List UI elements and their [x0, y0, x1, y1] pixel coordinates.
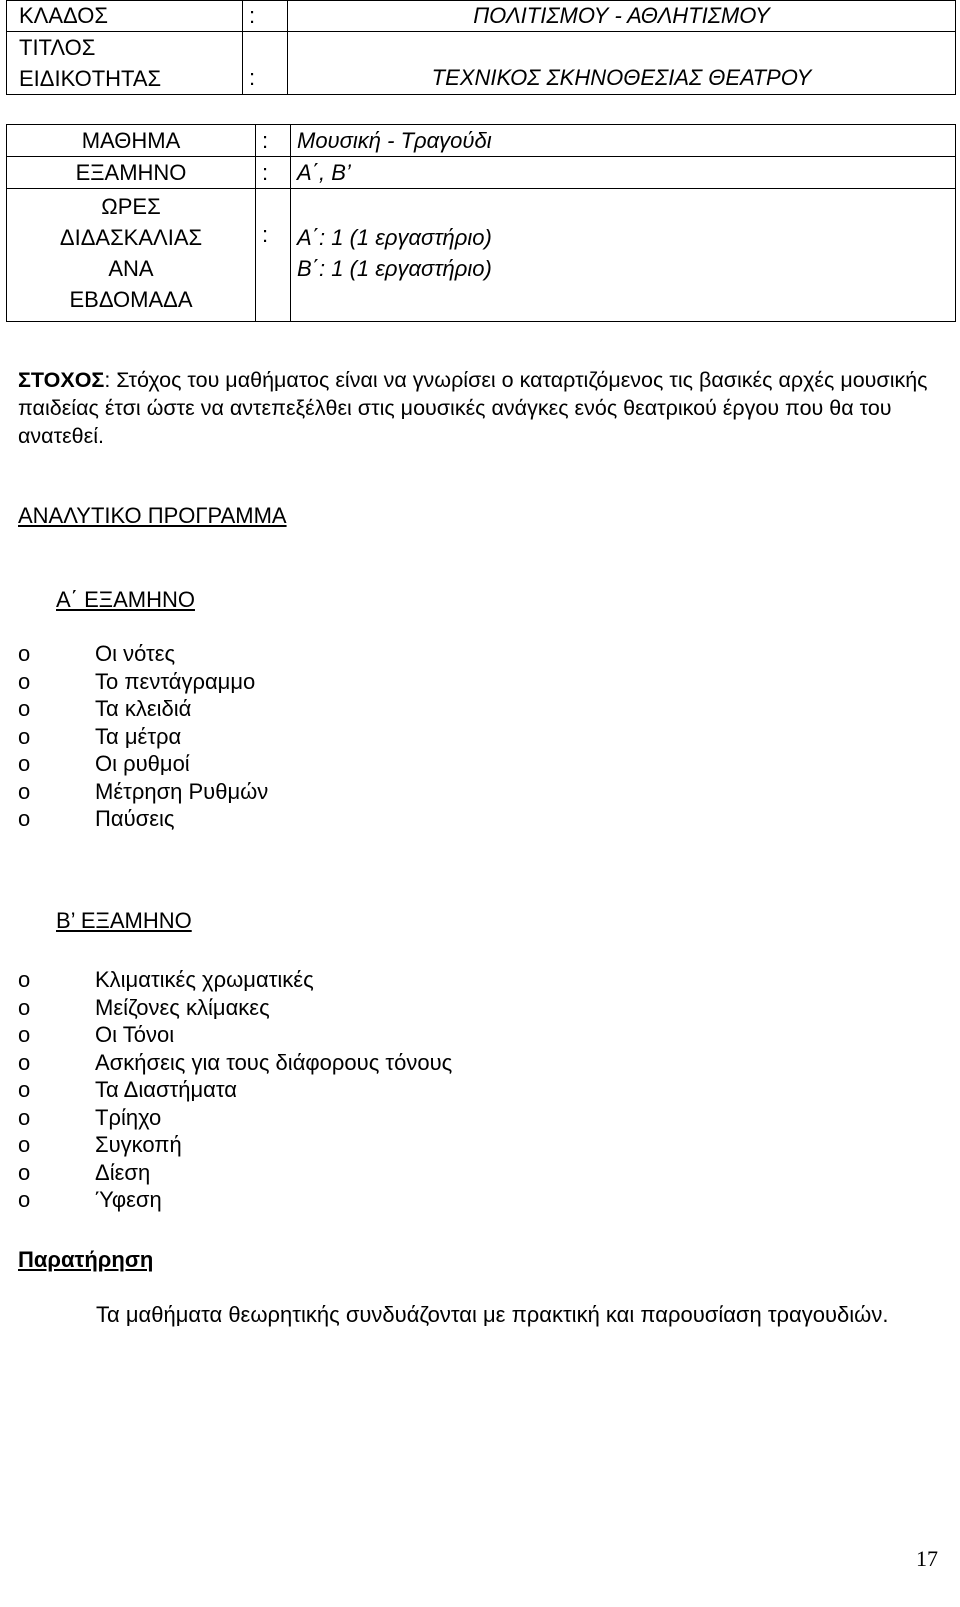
- page-number: 17: [916, 1546, 938, 1571]
- list-item-text: Συγκοπή: [95, 1132, 182, 1157]
- semester-row: [7, 157, 956, 189]
- list-item-text: Ύφεση: [95, 1187, 162, 1212]
- list-item-text: Ασκήσεις για τους διάφορους τόνους: [95, 1049, 453, 1075]
- bullet: o: [18, 1104, 31, 1130]
- list-item-text: Τα Διαστήματα: [95, 1077, 237, 1102]
- list-item: [18, 1104, 452, 1132]
- list-item: [18, 1049, 452, 1077]
- colon: :: [256, 157, 291, 189]
- hours-row: [7, 189, 956, 322]
- bullet: o: [18, 723, 31, 749]
- list-item: [18, 1186, 452, 1214]
- list-item-text: Δίεση: [95, 1159, 151, 1185]
- list-item: [18, 1021, 452, 1049]
- hours-value-line: Β΄: 1 (1 εργαστήριο): [297, 256, 492, 281]
- specialty-label-line2: ΕΙΔΙΚΟΤΗΤΑΣ: [19, 66, 162, 91]
- bullet: o: [18, 1132, 31, 1157]
- list-item: [18, 966, 452, 994]
- semester-b-title: Β’ ΕΞΑΜΗΝΟ: [56, 908, 192, 933]
- list-item-text: Οι ρυθμοί: [95, 751, 190, 776]
- colon: [243, 32, 288, 95]
- course-table: [6, 124, 956, 322]
- list-item: [18, 778, 268, 806]
- list-item: [18, 750, 268, 778]
- list-item: [18, 1131, 452, 1159]
- list-item-text: Οι νότες: [95, 641, 176, 666]
- semester-label: ΕΞΑΜΗΝΟ: [7, 157, 256, 189]
- bullet: o: [18, 778, 31, 804]
- bullet: o: [18, 668, 31, 694]
- bullet: o: [18, 1159, 31, 1185]
- specialty-value-text: ΤΕΧΝΙΚΟΣ ΣΚΗΝΟΘΕΣΙΑΣ ΘΕΑΤΡΟΥ: [431, 65, 812, 90]
- list-item-text: Τα μέτρα: [95, 723, 182, 749]
- specialty-value: [288, 32, 956, 95]
- hours-label-line: ΑΝΑ: [108, 256, 154, 281]
- sector-label: ΚΛΑΔΟΣ: [7, 1, 243, 32]
- bullet: o: [18, 994, 31, 1020]
- goal-paragraph: [18, 366, 942, 450]
- list-item: [18, 723, 268, 751]
- list-item: [18, 994, 452, 1022]
- semester-b-list: [18, 966, 452, 1214]
- list-item-text: Μέτρηση Ρυθμών: [95, 778, 269, 804]
- colon: [256, 189, 291, 322]
- bullet: o: [18, 1187, 31, 1212]
- bullet: o: [18, 1077, 31, 1102]
- semester-a-title: Α΄ ΕΞΑΜΗΝΟ: [56, 587, 195, 612]
- subject-label: ΜΑΘΗΜΑ: [7, 125, 256, 157]
- sector-row: [7, 1, 956, 32]
- bullet: o: [18, 967, 31, 992]
- specialty-row: [7, 32, 956, 95]
- bullet: o: [18, 641, 31, 666]
- header-table: [6, 0, 956, 95]
- goal-text: : Στόχος του μαθήματος είναι να γνωρίσει ο καταρτιζόμενος τις βασικές αρχές μουσικής παιδείας έτσι ώστε να αντεπεξέλθει στις μουσικές ανάγκες ενός θεατρικού έργου που θα του ανατεθεί.: [18, 368, 928, 448]
- list-item: [18, 1159, 452, 1187]
- subject-value: Μουσική - Τραγούδι: [291, 125, 956, 157]
- colon-text: :: [262, 222, 269, 247]
- goal-label: ΣΤΟΧΟΣ: [18, 368, 105, 392]
- list-item: [18, 1076, 452, 1104]
- list-item-text: Κλιματικές χρωματικές: [95, 967, 314, 992]
- bullet: o: [18, 696, 31, 721]
- semester-value: Α΄, Β’: [291, 157, 956, 189]
- subject-row: [7, 125, 956, 157]
- list-item-text: Μείζονες κλίμακες: [95, 994, 270, 1020]
- colon-text: :: [249, 65, 256, 90]
- sector-value: ΠΟΛΙΤΙΣΜΟΥ - ΑΘΛΗΤΙΣΜΟΥ: [288, 1, 956, 32]
- hours-value: [291, 189, 956, 322]
- note-title: Παρατήρηση: [18, 1247, 154, 1272]
- list-item-text: Οι Τόνοι: [95, 1022, 175, 1047]
- specialty-label-line1: ΤΙΤΛΟΣ: [19, 35, 96, 60]
- program-title: ΑΝΑΛΥΤΙΚΟ ΠΡΟΓΡΑΜΜΑ: [18, 503, 287, 528]
- bullet: o: [18, 806, 31, 831]
- colon: :: [256, 125, 291, 157]
- list-item-text: Παύσεις: [95, 806, 175, 831]
- bullet: o: [18, 1022, 31, 1047]
- colon: :: [243, 1, 288, 32]
- list-item-text: Το πεντάγραμμο: [95, 668, 256, 694]
- list-item: [18, 640, 268, 668]
- hours-label: [7, 189, 256, 322]
- hours-label-line: ΔΙΔΑΣΚΑΛΙΑΣ: [59, 225, 203, 250]
- list-item-text: Τα κλειδιά: [95, 696, 192, 721]
- specialty-label: [7, 32, 243, 95]
- hours-value-line: Α΄: 1 (1 εργαστήριο): [297, 225, 492, 250]
- hours-label-line: ΕΒΔΟΜΑΔΑ: [69, 287, 193, 312]
- list-item-text: Τρίηχο: [95, 1104, 162, 1130]
- bullet: o: [18, 751, 31, 776]
- list-item: [18, 805, 268, 833]
- semester-a-list: [18, 640, 268, 833]
- list-item: [18, 668, 268, 696]
- list-item: [18, 695, 268, 723]
- bullet: o: [18, 1049, 31, 1075]
- hours-label-line: ΩΡΕΣ: [101, 194, 161, 219]
- note-text: Τα μαθήματα θεωρητικής συνδυάζονται με πρακτική και παρουσίαση τραγουδιών.: [96, 1302, 889, 1327]
